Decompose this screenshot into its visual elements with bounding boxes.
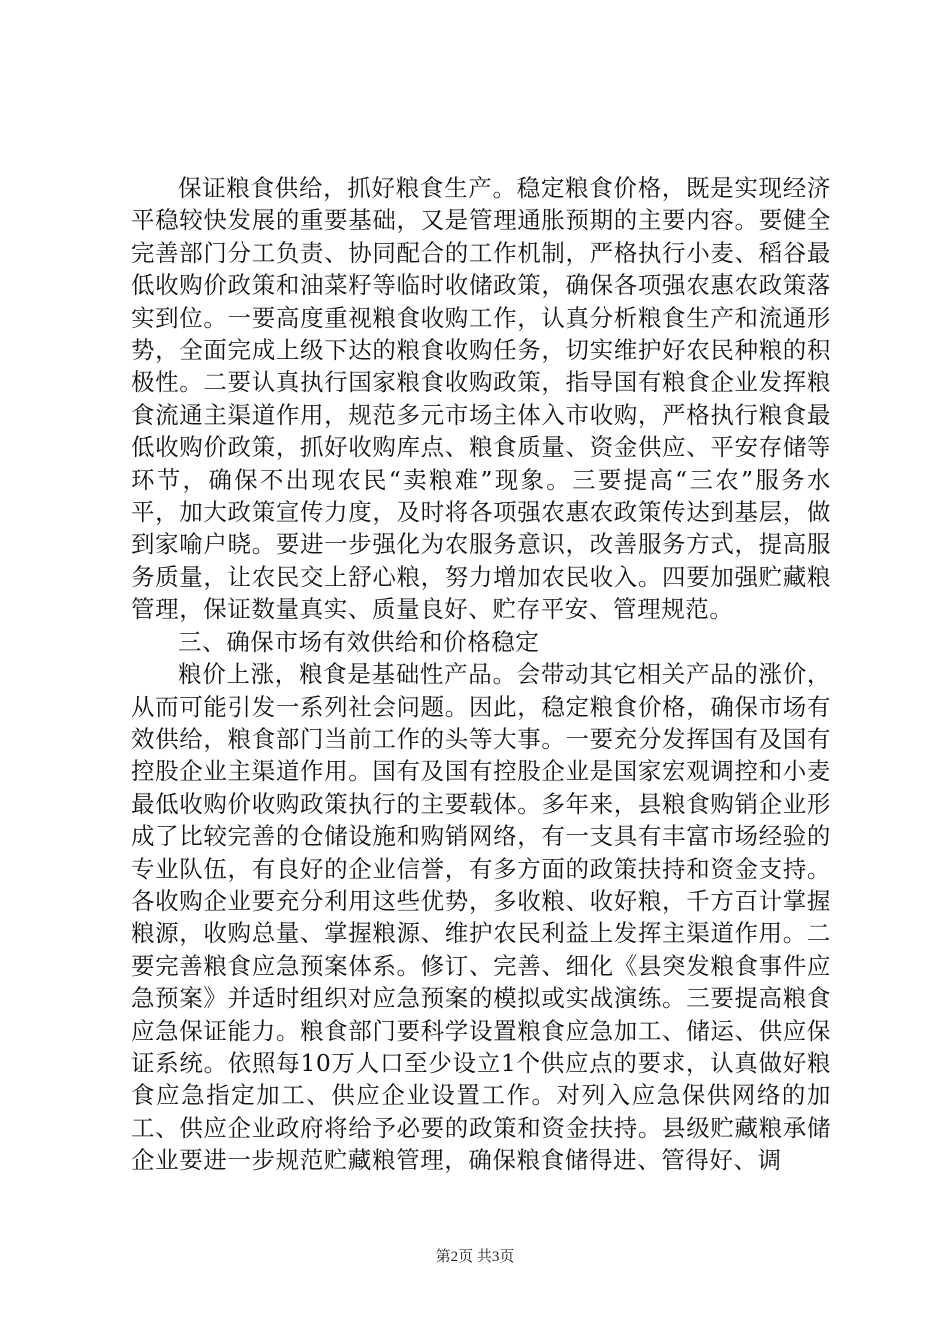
body-paragraph-2: 粮价上涨，粮食是基础性产品。会带动其它相关产品的涨价，从而可能引发一系列社会问题。因此，稳定粮食价格，确保市场有效供给，粮食部门当前工作的头等大事。一要充分发挥国有及国有控股企业主渠道作用。国有及国有控股企业是国家宏观调控和小麦最低收购价收购政策执行的主要载体。多年来，县粮食购销企业形成了比较完善的仓储设施和购销网络，有一支具有丰富市场经验的专业队伍，有良好的企业信誉，有多方面的政策扶持和资金支持。各收购企业要充分利用这些优势，多收粮、收好粮，千方百计掌握粮源，收购总量、掌握粮源、维护农民利益上发挥主渠道作用。二要完善粮食应急预案体系。修订、完善、细化《县突发粮食事件应急预案》并适时组织对应急预案的模拟或实战演练。三要提高粮食应急保证能力。粮食部门要科学设置粮食应急加工、储运、供应保证系统。依照每10万人口至少设立1个供应点的要求，认真做好粮食应急指定加工、供应企业设置工作。对列入应急保供网络的加工、供应企业政府将给予必要的政策和资金扶持。县级贮藏粮承储企业要进一步规范贮藏粮管理，确保粮食储得进、管得好、调 bbox=[131, 660, 831, 1175]
document-body bbox=[131, 172, 831, 1177]
section-heading: 三、确保市场有效供给和价格稳定 bbox=[178, 627, 540, 656]
page-footer: 第2页 共3页 bbox=[435, 1249, 515, 1265]
body-paragraph-1: 保证粮食供给，抓好粮食生产。稳定粮食价格，既是实现经济平稳较快发展的重要基础，又是管理通胀预期的主要内容。要健全完善部门分工负责、协同配合的工作机制，严格执行小麦、稻谷最低收购价政策和油菜籽等临时收储政策，确保各项强农惠农政策落实到位。一要高度重视粮食收购工作，认真分析粮食生产和流通形势，全面完成上级下达的粮食收购任务，切实维护好农民种粮的积极性。二要认真执行国家粮食收购政策，指导国有粮食企业发挥粮食流通主渠道作用，规范多元市场主体入市收购，严格执行粮食最低收购价政策，抓好收购库点、粮食质量、资金供应、平安存储等环节，确保不出现农民“卖粮难”现象。三要提高“三农”服务水平，加大政策宣传力度，及时将各项强农惠农政策传达到基层，做到家喻户晓。要进一步强化为农服务意识，改善服务方式，提高服务质量，让农民交上舒心粮，努力增加农民收入。四要加强贮藏粮管理，保证数量真实、质量良好、贮存平安、管理规范。 bbox=[131, 174, 831, 624]
